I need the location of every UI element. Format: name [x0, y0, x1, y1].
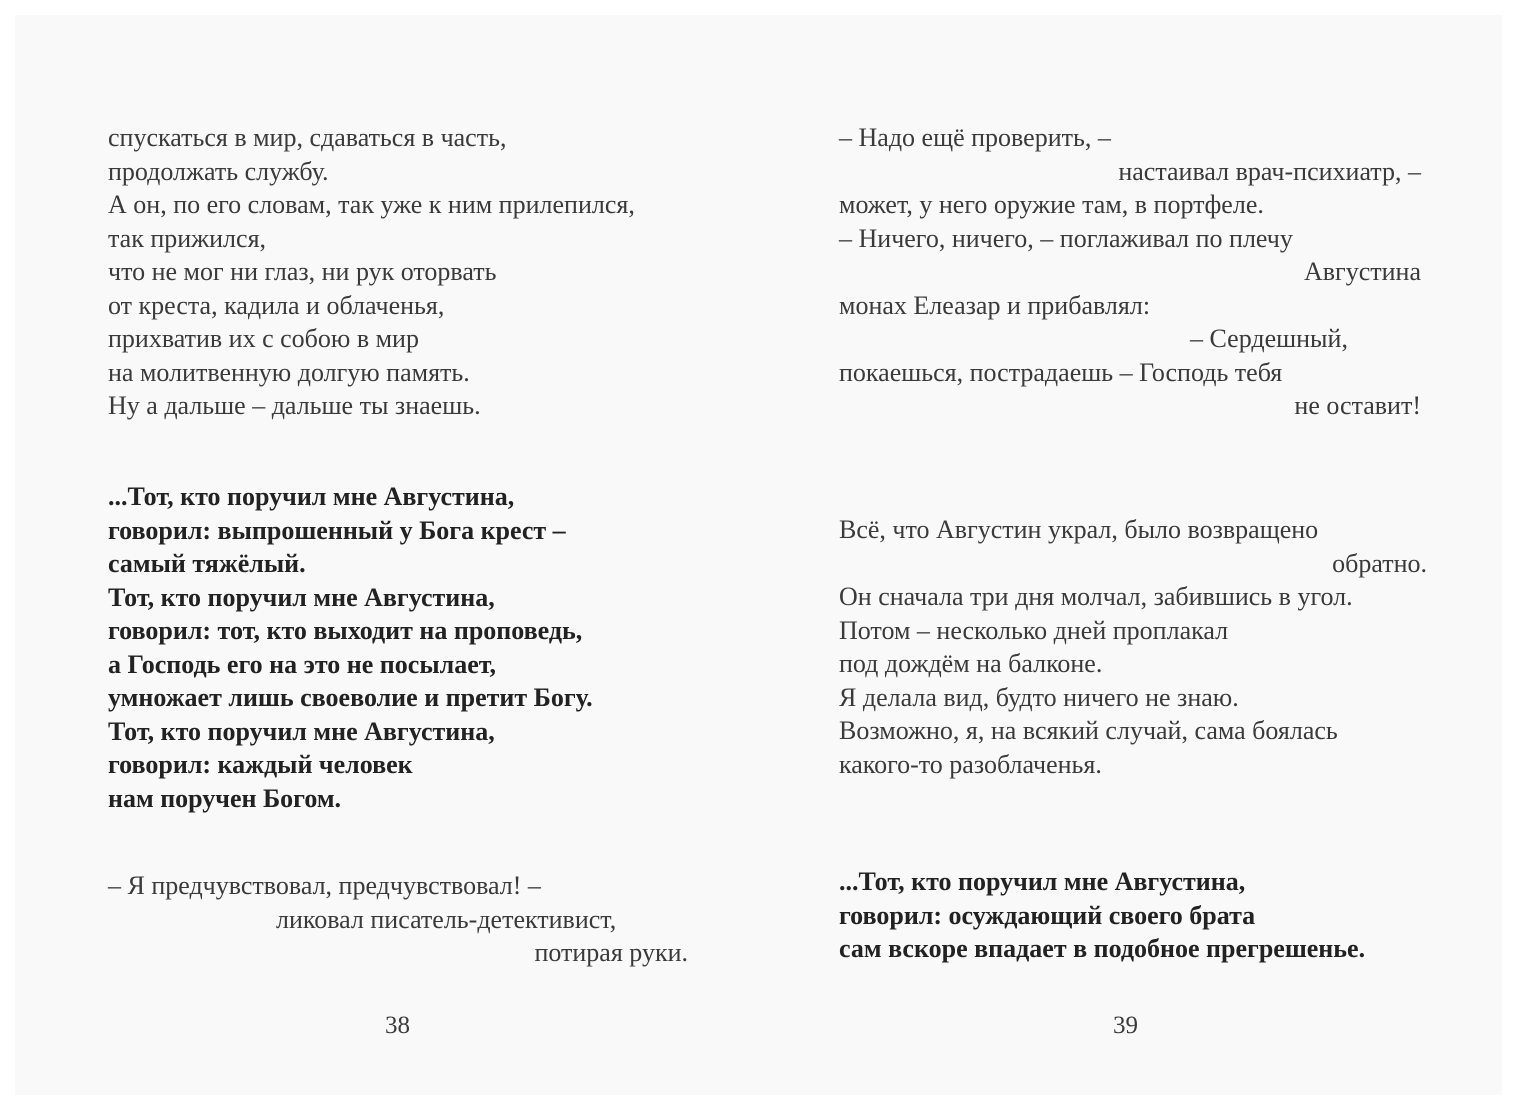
poem-line: так прижился,	[108, 223, 267, 253]
poem-line: что не мог ни глаз, ни рук оторвать	[108, 257, 497, 286]
poem-line-bold: самый тяжёлый.	[108, 549, 306, 578]
poem-line: потирая руки.	[534, 938, 688, 967]
poem-line: Ну а дальше – дальше ты знаешь.	[108, 391, 481, 420]
page-number-left: 38	[385, 1012, 410, 1039]
left-stanza-1	[108, 121, 635, 423]
poem-line-bold: ...Тот, кто поручил мне Августина,	[108, 482, 515, 511]
poem-line: какого-то разоблаченья.	[839, 749, 1102, 779]
right-stanza-2	[839, 513, 1427, 781]
right-stanza-3	[839, 865, 1365, 966]
poem-line: ликовал писатель-детективист,	[276, 904, 617, 934]
poem-line: не оставит!	[1294, 391, 1421, 420]
poem-line: продолжать службу.	[108, 156, 329, 186]
poem-line: прихватив их с собою в мир	[108, 324, 419, 353]
poem-line: покаешься, пострадаешь – Господь тебя	[839, 357, 1283, 387]
poem-line: Он сначала три дня молчал, забившись в угол.	[839, 582, 1353, 611]
poem-line: А он, по его словам, так уже к ним прилепился,	[108, 190, 635, 219]
poem-line: спускаться в мир, сдаваться в часть,	[108, 123, 507, 152]
poem-line-bold: говорил: осуждающий своего брата	[839, 900, 1256, 930]
poem-line: может, у него оружие там, в портфеле.	[839, 190, 1264, 219]
poem-line-bold: умножает лишь своеволие и претит Богу.	[108, 683, 593, 712]
page-number-right: 39	[1113, 1012, 1138, 1039]
left-stanza-3	[108, 869, 688, 970]
right-page	[755, 15, 1502, 1095]
left-page	[15, 15, 755, 1095]
poem-line: Августина	[1304, 257, 1421, 286]
poem-line: – Ничего, ничего, – поглаживал по плечу	[839, 223, 1293, 253]
poem-line-bold: ...Тот, кто поручил мне Августина,	[839, 867, 1246, 896]
poem-line: Всё, что Августин украл, было возвращено	[839, 515, 1319, 544]
poem-line-bold: Тот, кто поручил мне Августина,	[108, 716, 495, 746]
poem-line: от креста, кадила и облаченья,	[108, 290, 445, 320]
poem-line: – Надо ещё проверить, –	[839, 123, 1111, 152]
poem-line-bold: сам вскоре впадает в подобное прегрешенье.	[839, 934, 1366, 963]
poem-line: Я делала вид, будто ничего не знаю.	[839, 682, 1239, 712]
poem-line: – Сердешный,	[1190, 324, 1348, 353]
poem-line-bold: говорил: выпрошенный у Бога крест –	[108, 515, 566, 545]
poem-line-bold: говорил: тот, кто выходит на проповедь,	[108, 616, 583, 645]
poem-line-bold: нам поручен Богом.	[108, 783, 342, 813]
poem-line: под дождём на балконе.	[839, 649, 1103, 678]
poem-line-bold: Тот, кто поручил мне Августина,	[108, 582, 495, 612]
poem-line-bold: говорил: каждый человек	[108, 750, 413, 779]
poem-line-bold: а Господь его на это не посылает,	[108, 649, 497, 679]
poem-line: монах Елеазар и прибавлял:	[839, 290, 1151, 320]
left-stanza-2	[108, 480, 593, 815]
poem-line: обратно.	[1332, 548, 1427, 578]
poem-line: на молитвенную долгую память.	[108, 357, 470, 387]
poem-line: настаивал врач-психиатр, –	[1118, 156, 1421, 186]
poem-line: Потом – несколько дней проплакал	[839, 615, 1229, 645]
book-spread	[15, 15, 1502, 1095]
right-stanza-1	[839, 121, 1421, 423]
poem-line: – Я предчувствовал, предчувствовал! –	[108, 871, 541, 900]
poem-line: Возможно, я, на всякий случай, сама боялась	[839, 716, 1338, 745]
